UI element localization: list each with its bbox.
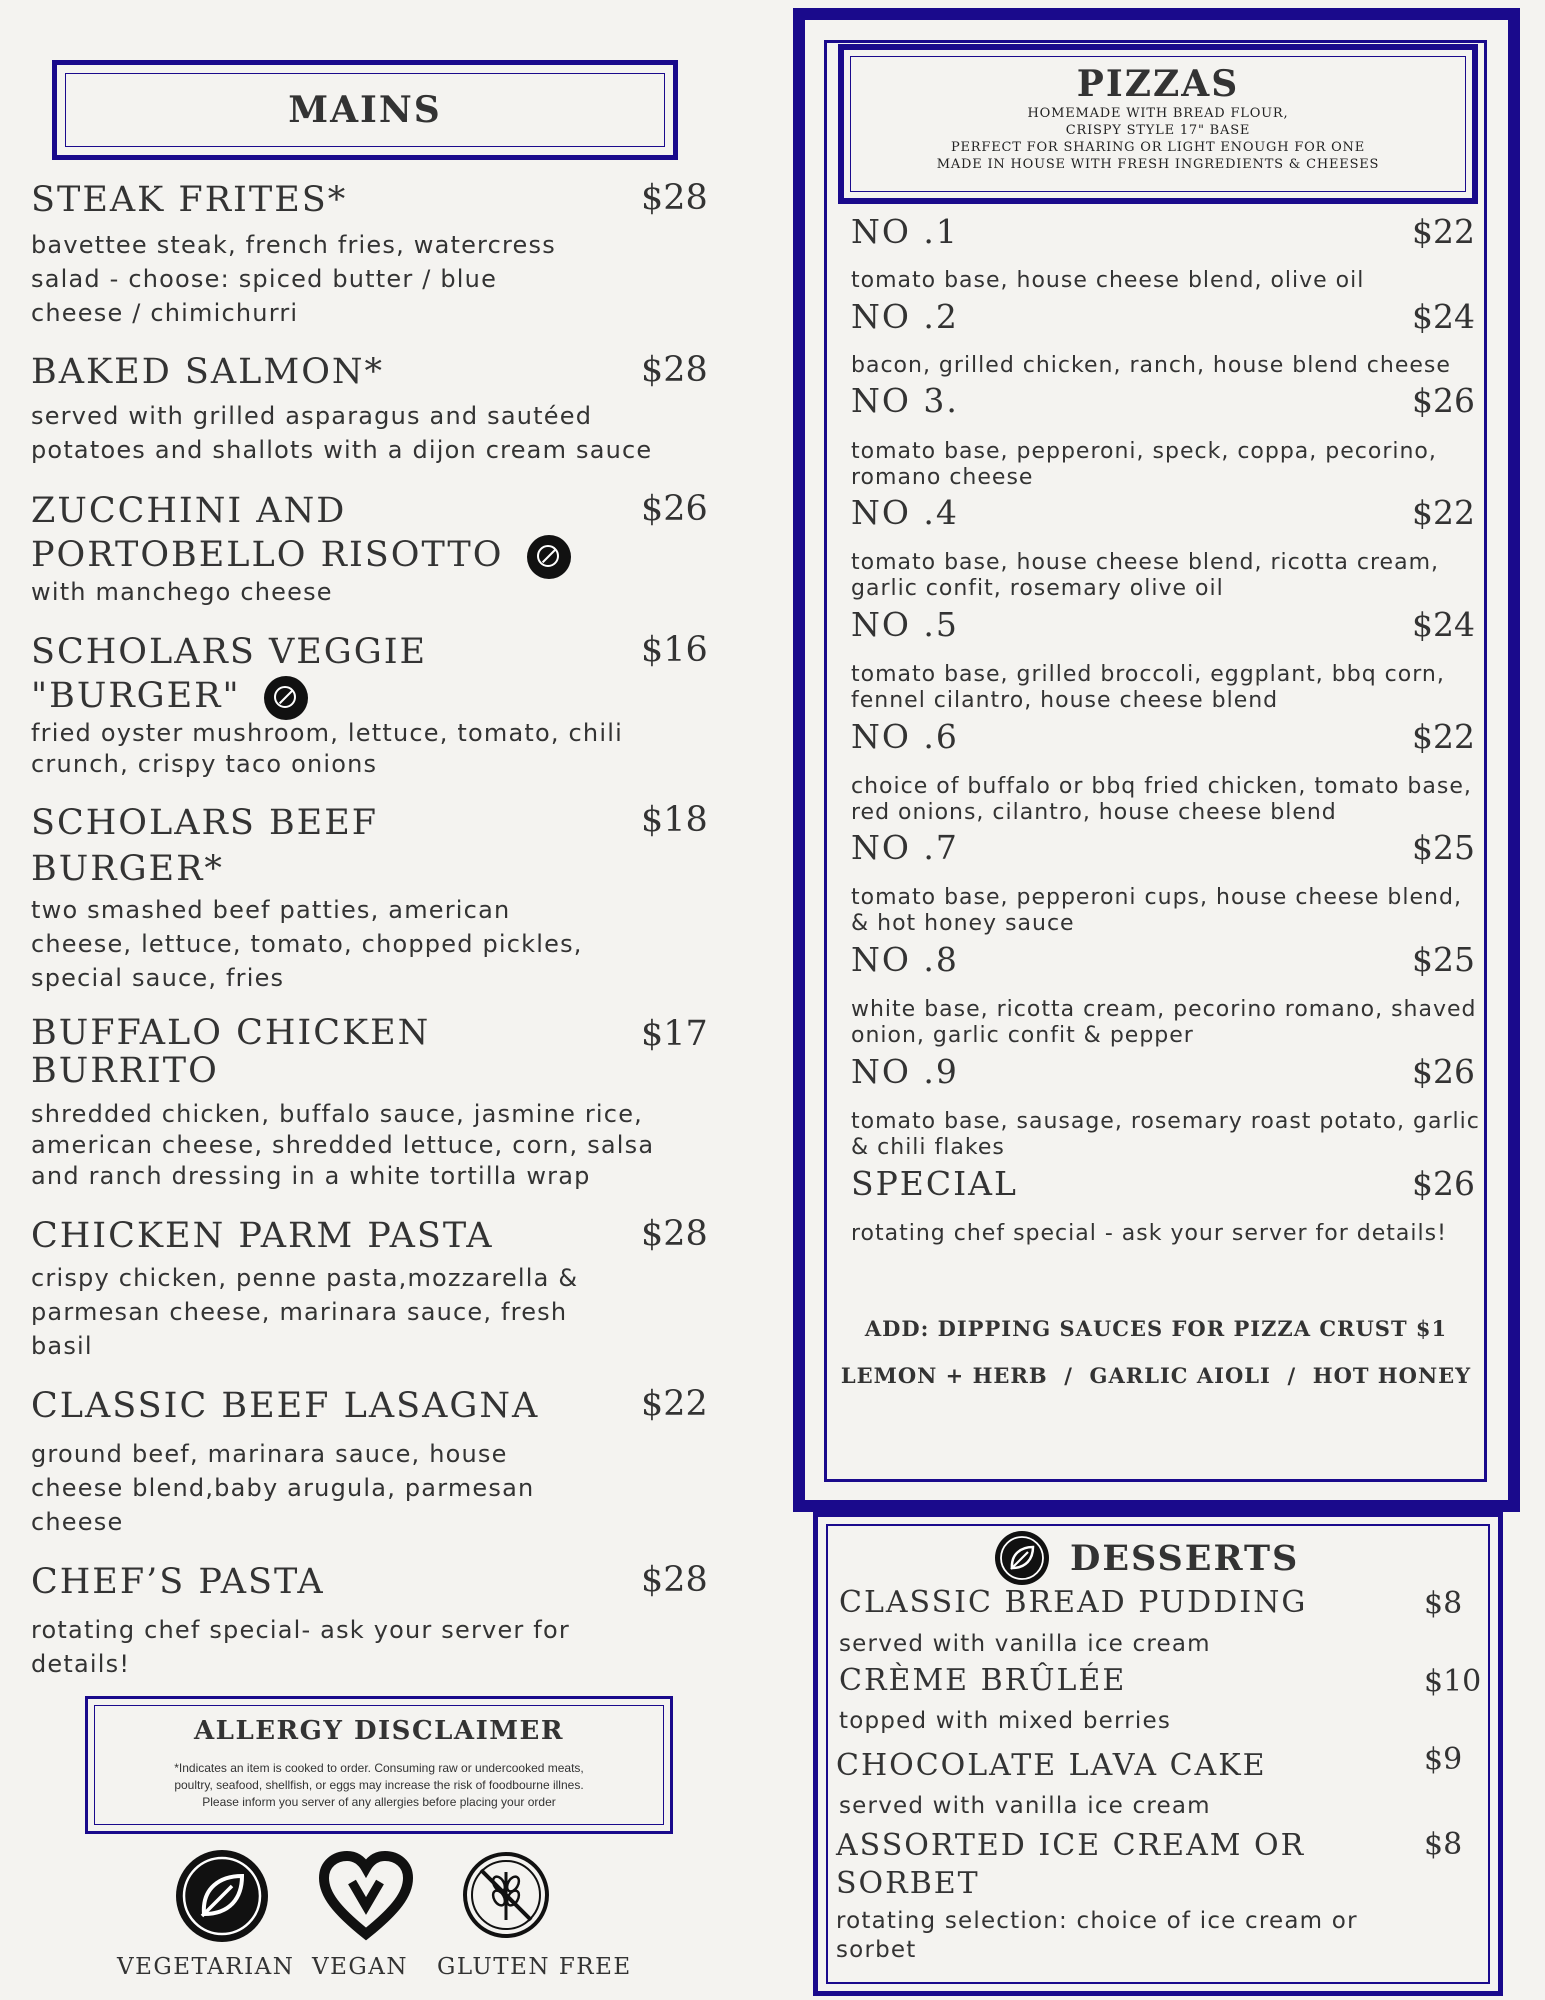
pizzas-title: PIZZAS <box>1076 63 1240 105</box>
menu-item-desc: shredded chicken, buffalo sauce, jasmine rice, american cheese, shredded lettuce, corn, salsa and ranch dressing in a white tortilla wrap <box>31 1100 655 1190</box>
vegetarian-leaf-icon <box>527 535 571 579</box>
vegetarian-leaf-icon <box>994 1530 1050 1586</box>
pizza-name: NO 3. <box>851 381 959 420</box>
pizza-name: NO .5 <box>851 605 959 644</box>
dessert-name: CLASSIC BREAD PUDDING <box>839 1585 1308 1620</box>
legend-label-gluten-free: GLUTEN FREE <box>437 1954 632 1980</box>
desserts-title: DESSERTS <box>1070 1537 1300 1579</box>
pizza-name: NO .4 <box>851 493 959 532</box>
pizza-desc: tomato base, house cheese blend, olive oil <box>851 268 1365 293</box>
pizza-price: $25 <box>1412 828 1475 867</box>
vegan-heart-icon <box>318 1848 414 1944</box>
menu-item-desc: served with grilled asparagus and sautéed potatoes and shallots with a dijon cream sauce <box>31 402 653 464</box>
pizza-desc: tomato base, house cheese blend, ricotta cream, garlic confit, rosemary olive oil <box>851 550 1439 601</box>
menu-item-name: SCHOLARS VEGGIE "BURGER" <box>31 630 491 720</box>
menu-item-price: $28 <box>641 1560 708 1600</box>
dessert-price: $10 <box>1424 1664 1482 1699</box>
pizza-price: $26 <box>1412 381 1475 420</box>
dessert-price: $9 <box>1424 1742 1463 1777</box>
dessert-name: CHOCOLATE LAVA CAKE <box>836 1748 1267 1783</box>
pizza-name: NO .8 <box>851 940 959 979</box>
pizza-price: $24 <box>1412 297 1475 336</box>
vegetarian-leaf-icon <box>264 676 308 720</box>
menu-item-name: SCHOLARS BEEF BURGER* <box>31 803 379 889</box>
pizza-price: $26 <box>1412 1052 1475 1091</box>
dipping-sauce-options: LEMON + HERB / GARLIC AIOLI / HOT HONEY <box>840 1363 1472 1388</box>
allergy-title: ALLERGY DISCLAIMER <box>194 1716 564 1746</box>
dipping-sauce-add-line: ADD: DIPPING SAUCES FOR PIZZA CRUST $1 <box>864 1316 1448 1341</box>
gluten-free-wheat-icon <box>461 1850 551 1940</box>
allergy-disclaimer-box <box>85 1696 673 1834</box>
pizza-name: NO .2 <box>851 297 959 336</box>
menu-item-desc: with manchego cheese <box>31 578 333 606</box>
menu-item-name: STEAK FRITES* <box>31 180 348 220</box>
menu-item-name: CLASSIC BEEF LASAGNA <box>31 1386 540 1426</box>
mains-title: MAINS <box>288 89 442 131</box>
menu-item-price: $18 <box>641 800 708 840</box>
pizza-name: NO .7 <box>851 828 959 867</box>
mains-header-box <box>52 60 678 160</box>
dessert-price: $8 <box>1424 1827 1463 1862</box>
menu-item-desc: fried oyster mushroom, lettuce, tomato, chili crunch, crispy taco onions <box>31 719 623 778</box>
menu-item-desc: ground beef, marinara sauce, house cheese blend,baby arugula, parmesan cheese <box>31 1440 535 1536</box>
legend-label-vegan: VEGAN <box>312 1954 409 1980</box>
menu-item-price: $26 <box>641 489 708 529</box>
pizza-price: $25 <box>1412 940 1475 979</box>
pizza-desc: choice of buffalo or bbq fried chicken, tomato base, red onions, cilantro, house cheese blend <box>851 774 1472 825</box>
pizza-price: $26 <box>1412 1164 1475 1203</box>
vegetarian-leaf-icon <box>174 1848 270 1944</box>
pizza-desc: tomato base, pepperoni cups, house cheese blend, & hot honey sauce <box>851 885 1462 936</box>
dessert-name: CRÈME BRÛLÉE <box>839 1663 1127 1698</box>
menu-item-name: CHICKEN PARM PASTA <box>31 1216 494 1256</box>
dessert-name: ASSORTED ICE CREAM OR SORBET <box>836 1828 1306 1901</box>
menu-item-price: $28 <box>641 350 708 390</box>
pizza-name: NO .1 <box>851 212 959 251</box>
menu-item-desc: two smashed beef patties, american cheese, lettuce, tomato, chopped pickles, special sauce, fries <box>31 896 583 992</box>
menu-item-name: BAKED SALMON* <box>31 352 385 392</box>
pizza-desc: white base, ricotta cream, pecorino romano, shaved onion, garlic confit & pepper <box>851 997 1477 1048</box>
menu-item-price: $16 <box>641 630 708 670</box>
dessert-desc: served with vanilla ice cream <box>839 1793 1211 1819</box>
menu-item-desc: bavettee steak, french fries, watercress salad - choose: spiced butter / blue cheese / chimichurri <box>31 231 556 327</box>
menu-item-name: ZUCCHINI AND PORTOBELLO RISOTTO <box>31 489 591 579</box>
dessert-price: $8 <box>1424 1586 1463 1621</box>
pizza-name: SPECIAL <box>851 1164 1018 1203</box>
pizza-desc: tomato base, grilled broccoli, eggplant, bbq corn, fennel cilantro, house cheese blend <box>851 662 1445 713</box>
pizza-desc: tomato base, sausage, rosemary roast potato, garlic & chili flakes <box>851 1109 1480 1160</box>
legend-label-vegetarian: VEGETARIAN <box>117 1954 295 1980</box>
dessert-desc: topped with mixed berries <box>839 1708 1171 1734</box>
pizza-desc: rotating chef special - ask your server for details! <box>851 1221 1447 1246</box>
pizza-name: NO .6 <box>851 717 959 756</box>
dessert-desc: served with vanilla ice cream <box>839 1631 1211 1657</box>
allergy-text: *Indicates an item is cooked to order. Consuming raw or undercooked meats, poultry, seafood, shellfish, or eggs may increase the risk of foodbourne illnes. Please inform you server of any allergies before placing your order <box>174 1761 584 1809</box>
pizza-price: $22 <box>1412 717 1475 756</box>
menu-item-desc: crispy chicken, penne pasta,mozzarella & parmesan cheese, marinara sauce, fresh basil <box>31 1264 579 1360</box>
menu-item-price: $17 <box>641 1014 708 1054</box>
menu-item-name: CHEF’S PASTA <box>31 1562 325 1602</box>
pizzas-subtitle: HOMEMADE WITH BREAD FLOUR, CRISPY STYLE 17" BASE PERFECT FOR SHARING OR LIGHT ENOUGH FOR ONE MADE IN HOUSE WITH FRESH INGREDIENTS & CHEESES <box>936 106 1380 172</box>
menu-item-desc: rotating chef special- ask your server for details! <box>31 1616 570 1678</box>
pizza-name: NO .9 <box>851 1052 959 1091</box>
desserts-header <box>994 1530 1299 1586</box>
menu-item-price: $22 <box>641 1384 708 1424</box>
pizza-price: $22 <box>1412 493 1475 532</box>
dessert-desc: rotating selection: choice of ice cream or sorbet <box>836 1908 1358 1963</box>
pizza-desc: bacon, grilled chicken, ranch, house blend cheese <box>851 353 1451 378</box>
pizzas-inner-frame <box>824 40 1487 1482</box>
pizza-price: $24 <box>1412 605 1475 644</box>
pizza-price: $22 <box>1412 212 1475 251</box>
menu-item-name: BUFFALO CHICKEN BURRITO <box>31 1013 431 1091</box>
menu-item-price: $28 <box>641 178 708 218</box>
pizza-desc: tomato base, pepperoni, speck, coppa, pecorino, romano cheese <box>851 439 1437 490</box>
menu-item-price: $28 <box>641 1214 708 1254</box>
pizzas-header-box <box>838 44 1478 204</box>
